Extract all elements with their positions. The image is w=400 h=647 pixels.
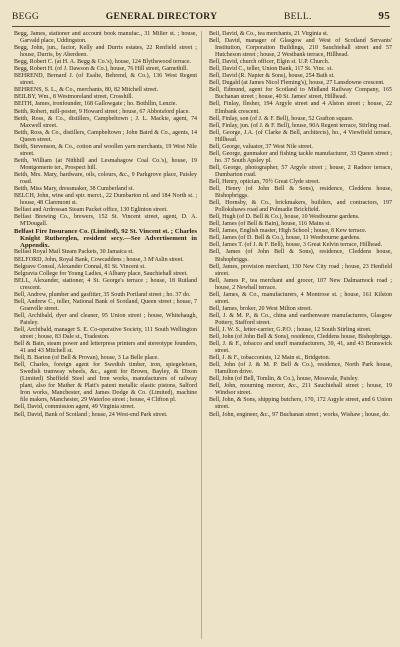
directory-entry: Bell, Andrew C., teller, National Bank of Scotland, Queen street ; house, 7 Granville street.: [14, 298, 197, 312]
directory-entry: Bell, David, Bank of Scotland ; house, 24 West-end Park street.: [14, 411, 168, 418]
directory-entry: Beith, Miss Mary, dressmaker, 38 Cumberland st.: [14, 186, 134, 193]
directory-entry: Beith, William (at Nithhill and Lesmahagow Coal Co.'s), house, 19 Montgomerie ter., Prospect hill.: [14, 157, 197, 171]
directory-entry: Belfast Brewing Co., brewers, 152 St. Vincent street, agent, D. A. M'Dougall.: [14, 214, 197, 228]
directory-entry: Bell, David, manager of Glasgow and West of Scotland Servants' Institution, Corporation Buildings, 210 Sauchiehall street and 57 Hutcheson street ; house, 2 Westbank terrace, Hillhead.: [209, 38, 392, 59]
directory-entry: Belfast and Ardrossan Steam Packet office, 130 Eglinton street.: [14, 207, 168, 214]
running-header: [12, 10, 390, 24]
directory-entry: BEITH, James, ironfounder, 168 Gallowgate ; ho. Bothllin, Lenzie.: [14, 101, 177, 108]
directory-entry: Bell, James T. (of J. & F. Bell), house, 3 Great Kelvin terrace, Hillhead.: [209, 242, 383, 249]
directory-entry: Bell, James, broker, 20 West Milton street.: [209, 305, 312, 312]
directory-entry: BEILBY, Wm., 8 Westmoreland street, Crosshill.: [14, 94, 134, 101]
directory-entry: Bell, James P., tea merchant and grocer, 107 New Dalmarnock road ; house, 2 Newhall terrace.: [209, 277, 392, 291]
directory-entry: Bell, Charles, foreign agent for Swedish timber, iron, spiegeleisen, Swedish tramway wheels, &c., agent for Brown, Bayley, & Dixon (Limited) Sheffield Steel and Iron works, manufacturers of railway plant, also for Mather & Platt's patent metallic elastic pistons, Salford Iron works, Manchester, and James Dodge & Co. (Limited), machine file makers, Manchester, 29 Waterloo street ; house, 4 Clifton pl.: [14, 362, 197, 404]
directory-entry: Bell, Dugald (at James Nicol Fleming's), house, 27 Lansdowne crescent.: [209, 80, 385, 87]
directory-entry: Beith, Ross, & Co., distillers, Campbeltown ; John Baird & Co., agents, 14 Queen street.: [14, 129, 197, 143]
directory-entry: Bell, James, & Co., manufacturers, 4 Montrose st. ; house, 161 Kilston street.: [209, 291, 392, 305]
directory-entry: Bell, Henry, optician, 70½ Great Clyde street.: [209, 178, 320, 185]
header-right-word: BELL.: [284, 12, 312, 22]
directory-entry: Bell, George, valuator, 37 West Nile street.: [209, 143, 313, 150]
directory-entry: Bell, J. & F., tobacco and snuff manufacturers, 39, 41, and 43 Brunswick street.: [209, 341, 392, 355]
directory-entry: Bell, David, commission agent, 49 Virginia street.: [14, 404, 136, 411]
directory-entry: Bell, David C., teller, Union Bank, 117 St. Vinc. st.: [209, 66, 333, 73]
directory-entry: Bell, Edmund, agent for Scotland to Midland Railway Company, 165 Buchanan street ; house, 40 St. James' street, Hillhead.: [209, 87, 392, 101]
directory-entry: BEHRENS, S. L., & Co., merchants, 80, 82 Mitchell street.: [14, 87, 159, 94]
directory-entry: Belgrave Consul, Alexander Connal, 81 St. Vincent st.: [14, 263, 146, 270]
directory-entry: Bell, John, engineer, &c., 97 Buchanan street ; works, Wishaw ; house, do.: [209, 411, 390, 418]
directory-entry: Bell, J. & M. P., & Co., china and earthenware manufacturers, Glasgow Pottery, Stafford street.: [209, 312, 392, 326]
directory-entry: Bell, James (of D. Bell & Co.), house, 11 Westbourne gardens.: [209, 235, 361, 242]
directory-entry: Beith, Robert, mill-poster, 9 Howard street ; house, 67 Abbotsford place.: [14, 108, 190, 115]
directory-entry: Bell, Finlay, flesher, 194 Argyle street and 4 Alston street ; house, 22 Elmbank crescent.: [209, 101, 392, 115]
directory-entry: BEHREND, Bernard J. (of Esalte, Behrend, & Co.), 136 West Regent street.: [14, 73, 197, 87]
directory-entry: Begg, Robert C. (at H. A. Begg & Co.'s), house, 124 Blythswood terrace.: [14, 59, 192, 66]
directory-entry: Beith, Mrs. Mary, hardware, oils, colours, &c., 9 Parkgrove place, Paisley road.: [14, 171, 197, 185]
directory-entry: Begg, James, stationer and account book manufac., 31 Miller st. ; house, Garvald place, Uddingston.: [14, 31, 197, 45]
column-divider: [201, 31, 202, 639]
directory-entry: Begg, John, jun., factor, Kelly and Durris estates, 22 Renfield street ; house, Durris, by Aberdeen.: [14, 45, 197, 59]
directory-entry: Bell, J. W. S., letter-carrier, G.P.O. ; house, 12 South Stirling street.: [209, 326, 372, 333]
directory-entry: Bell, J. & F., tobacconists, 12 Main st., Bridgeton.: [209, 355, 331, 362]
directory-entry: Bell, James, English master, High School ; house, 8 Kew terrace.: [209, 228, 367, 235]
directory-entry: Begg, Robert H. (of J. Dawson & Co.), house, 76 Hill street, Garnethill.: [14, 66, 188, 73]
directory-entry: Bell, Andrew, plumber and gasfitter, 35 South Portland street ; ho. 37 do.: [14, 291, 191, 298]
directory-entry: BELFORD, John, Royal Bank, Cowcaddens ; house, 3 M'Aslin street.: [14, 256, 184, 263]
directory-entry: Bell, John (of Bell, Tomlin, & Co.), house, Mossvale, Paisley.: [209, 376, 359, 383]
directory-entry: Bell, George, gunmaker and fishing tackle manufacturer, 33 Queen street ; ho. 37 South Apsley pl.: [209, 150, 392, 164]
header-left-word: BEGG: [12, 12, 40, 22]
directory-entry: Bell, John, & Sons, shipping butchers, 170, 172 Argyle street, and 6 Union street.: [209, 397, 392, 411]
directory-entry: Bell, David (R. Napier & Sons), house, 254 Bath st.: [209, 73, 335, 80]
directory-entry: Belgravia College for Young Ladies, 4 Albany place, Sauchiehall street.: [14, 270, 188, 277]
directory-entry: Bell, Finlay, son (of J. & F. Bell), house, 52 Grafton square.: [209, 115, 354, 122]
directory-entry: Bell, B. Barton (of Bell & Provan), house, 3 La Belle place.: [14, 355, 159, 362]
directory-entry: Belfast Fire Insurance Co. (Limited), 92 St. Vincent st. ; Charles Knight Rutherglen, resident secy.—See Advertisement in Appendix.: [14, 228, 197, 250]
directory-entry: Bell, David, & Co., tea merchants, 21 Virginia st.: [209, 31, 329, 37]
directory-entry: Bell, Hugh (of D. Bell & Co.), house, 10 Westbourne gardens.: [209, 214, 360, 221]
directory-entry: Bell & Bain, steam power and letterpress printers and stereotype founders, 41 and 43 Mitchell st.: [14, 341, 197, 355]
directory-entry: Belfast Royal Mail Steam Packets, 30 Jamaica st.: [14, 249, 134, 256]
directory-entry: Beith, Ross, & Co., distillers, Campbeltown ; J. L. Mackie, agent, 74 Maxwell street.: [14, 115, 197, 129]
directory-entry: Bell, James (of Bell & Bain), house, 116 Mains st.: [209, 221, 331, 228]
directory-entry: Beith, Stevenson, & Co., cotton and woollen yarn merchants, 19 West Nile street.: [14, 143, 197, 157]
directory-entry: BELL, Alexander, stationer, 4 St. George's terrace ; house, 18 Rutland crescent.: [14, 277, 197, 291]
directory-entry: BELCH, John, wine and spir. merct., 22 Dumbarton rd. and 184 North st. ; house, 48 Claremont st.: [14, 193, 197, 207]
directory-entry: Bell, David, church officer, Elgin st. U.P. Church.: [209, 59, 330, 66]
directory-entry: Bell, George, J.A. (of Clarke & Bell, architects), ho., 4 Viewfield terrace, Hillhead.: [209, 129, 392, 143]
right-column: [209, 31, 392, 641]
directory-entry: Bell, James (of John Bell & Sons), residence, Cleddens house, Bishopbriggs.: [209, 249, 392, 263]
directory-entry: Bell, John, mourning mercer, &c., 211 Sauchiehall street ; house, 19 Windsor street.: [209, 383, 392, 397]
directory-entry: Bell, Finlay, jun. (of J. & F. Bell), house, 90A Regent terrace, Stirling road.: [209, 122, 391, 129]
directory-entry: Bell, Hornsby, & Co., brickmakers, builders, and contractors, 197 Pollokshaws road and Polmadie Brickfield.: [209, 200, 392, 214]
directory-entry: Bell, John (of John Bell & Sons), residence, Cleddens house, Bishopbriggs.: [209, 334, 392, 341]
page-number: 95: [378, 10, 390, 22]
header-title: GENERAL DIRECTORY: [105, 12, 218, 22]
header-rule: [12, 26, 390, 27]
directory-entry: Bell, George, photographer, 57 Argyle street ; house, 2 Radnor terrace, Dumbarton road.: [209, 164, 392, 178]
directory-entry: Bell, John (of J. & M. P. Bell & Co.), residence, North Park house, Hamilton drive.: [209, 362, 392, 376]
directory-entry: Bell, Archibald, manager S. E. Co-operative Society, 111 South Wellington street ; house, 83 Dale st., Tradeston.: [14, 326, 197, 341]
left-column: [14, 31, 197, 641]
directory-entry: Bell, Henry (of John Bell & Sons), residence, Cleddens house, Bishopbriggs.: [209, 186, 392, 200]
directory-entry: Bell, James, provision merchant, 130 New City road ; house, 23 Henfield street.: [209, 263, 392, 277]
directory-entry: Bell, Archibald, dyer and cleaner, 95 Union street ; house, Whitehaugh, Paisley.: [14, 312, 197, 326]
